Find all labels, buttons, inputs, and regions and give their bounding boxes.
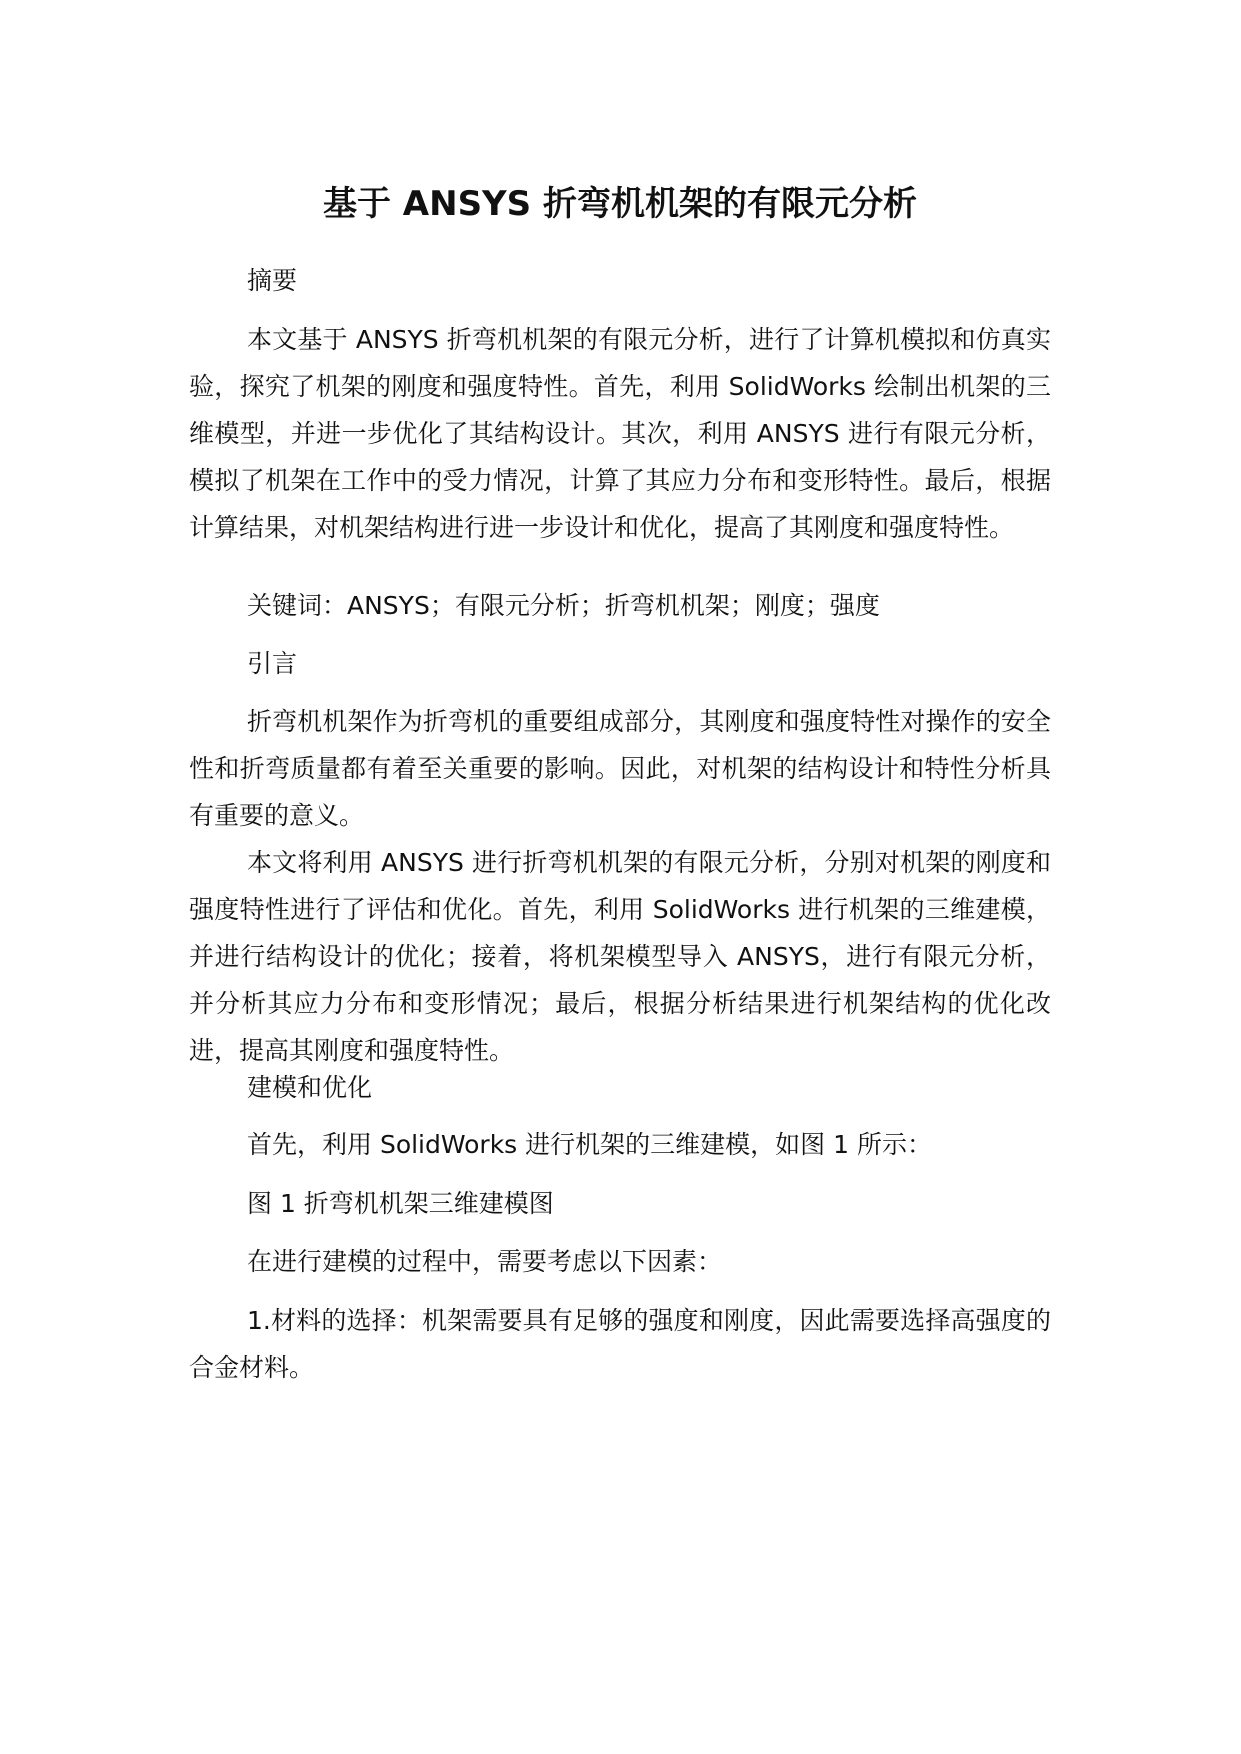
factor-item-1: 1.材料的选择：机架需要具有足够的强度和刚度，因此需要选择高强度的合金材料。: [189, 1306, 1051, 1382]
abstract-heading: 摘要: [247, 266, 298, 295]
modeling-heading: 建模和优化: [247, 1073, 373, 1102]
abstract-paragraph: 本文基于 ANSYS 折弯机机架的有限元分析，进行了计算机模拟和仿真实验，探究了机架的刚度和强度特性。首先，利用 SolidWorks 绘制出机架的三维模型，并进一步优化了其结构设计。其次，利用 ANSYS 进行有限元分析，模拟了机架在工作中的受力情况，计算了其应力分布和变形特性。最后，根据计算结果，对机架结构进行进一步设计和优化，提高了其刚度和强度特性。: [189, 325, 1051, 542]
modeling-paragraph-1: 首先，利用 SolidWorks 进行机架的三维建模，如图 1 所示：: [247, 1130, 932, 1159]
intro-heading: 引言: [247, 649, 298, 678]
intro-paragraph-2: 本文将利用 ANSYS 进行折弯机机架的有限元分析，分别对机架的刚度和强度特性进行了评估和优化。首先，利用 SolidWorks 进行机架的三维建模，并进行结构设计的优化；接着，将机架模型导入 ANSYS，进行有限元分析，并分析其应力分布和变形情况；最后，根据分析结果进行机架结构的优化改进，提高其刚度和强度特性。: [189, 848, 1051, 1065]
keywords-line: 关键词：ANSYS；有限元分析；折弯机机架；刚度；强度: [247, 591, 880, 620]
modeling-paragraph-2: 在进行建模的过程中，需要考虑以下因素：: [247, 1247, 723, 1276]
intro-paragraph-1: 折弯机机架作为折弯机的重要组成部分，其刚度和强度特性对操作的安全性和折弯质量都有着至关重要的影响。因此，对机架的结构设计和特性分析具有重要的意义。: [189, 707, 1051, 830]
figure-caption: 图 1 折弯机机架三维建模图: [247, 1189, 554, 1218]
document-title: 基于 ANSYS 折弯机机架的有限元分析: [322, 184, 918, 224]
